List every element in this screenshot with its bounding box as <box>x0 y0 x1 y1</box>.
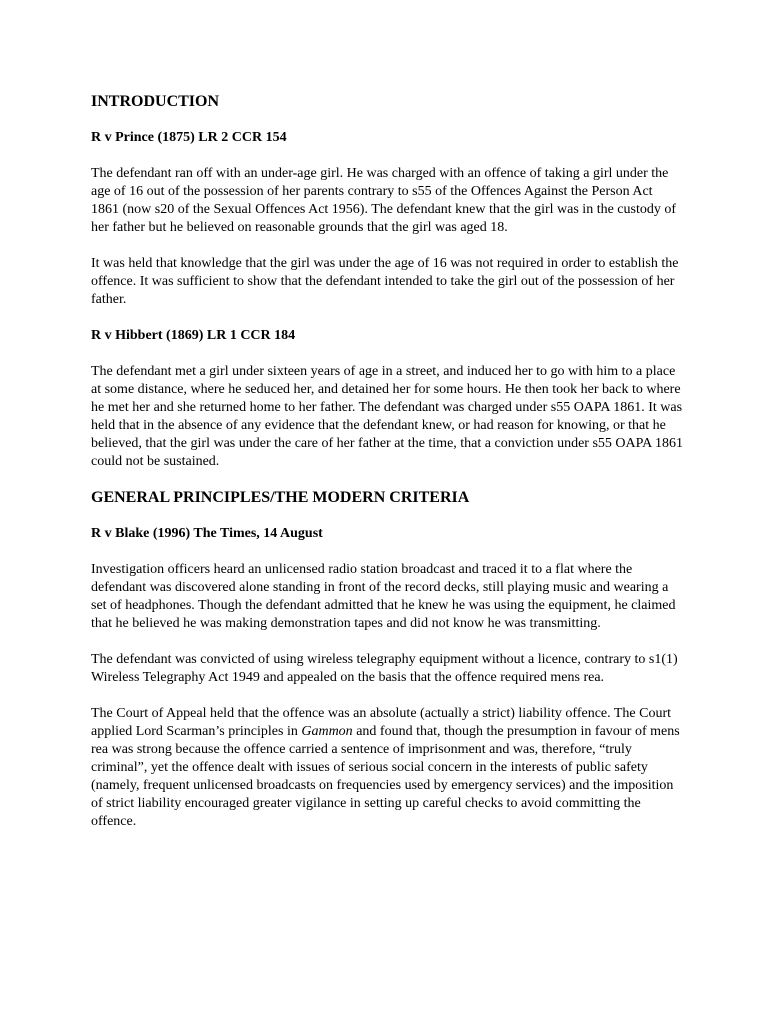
paragraph-prince-holding: It was held that knowledge that the girl was under the age of 16 was not required in order to establish the offence. It was sufficient to show that the defendant intended to take the girl out of the possession of her father. <box>91 256 679 307</box>
paragraph-blake-facts: Investigation officers heard an unlicensed radio station broadcast and traced it to a flat where the defendant was discovered alone standing in front of the record decks, still playing music and wearing a set of headphones. Though the defendant admitted that he knew he was using the equipment, he claimed that he believed he was making demonstration tapes and did not know he was transmitting. <box>91 562 676 631</box>
case-heading-r-v-blake: R v Blake (1996) The Times, 14 August <box>91 526 323 541</box>
paragraph-blake-holding-part-1: The Court of Appeal held that the offence was an absolute (actually a strict) liability offence. The Court applied Lord Scarman’s principles in <box>91 706 672 739</box>
section-heading-introduction: INTRODUCTION <box>91 93 220 110</box>
paragraph-blake-holding-part-2: and found that, though the presumption in favour of mens rea was strong because the offence carried a sentence of imprisonment and was, therefore, “truly criminal”, yet the offence dealt with issues of serious social concern in the interests of public safety (namely, frequent unlicensed broadcasts on frequencies used by emergency services) and the imposition of strict liability encouraged greater vigilance in setting up careful checks to avoid committing the offence. <box>91 724 680 829</box>
paragraph-blake-holding <box>91 705 683 831</box>
case-heading-r-v-prince: R v Prince (1875) LR 2 CCR 154 <box>91 130 287 145</box>
paragraph-hibbert-facts: The defendant met a girl under sixteen years of age in a street, and induced her to go with him to a place at some distance, where he seduced her, and detained her for some hours. He then took her back to where he met her and she returned home to her father. The defendant was charged under s55 OAPA 1861. It was held that in the absence of any evidence that the defendant knew, or had reason for knowing, or that he believed, that the girl was under the care of her father at the time, that a conviction under s55 OAPA 1861 could not be sustained. <box>91 364 683 469</box>
paragraph-prince-facts: The defendant ran off with an under-age girl. He was charged with an offence of taking a girl under the age of 16 out of the possession of her parents contrary to s55 of the Offences Against the Person Act 1861 (now s20 of the Sexual Offences Act 1956). The defendant knew that the girl was in the custody of her father but he believed on reasonable grounds that the girl was aged 18. <box>91 166 677 235</box>
document-page <box>91 92 683 831</box>
paragraph-blake-conviction: The defendant was convicted of using wireless telegraphy equipment without a licence, contrary to s1(1) Wireless Telegraphy Act 1949 and appealed on the basis that the offence required mens rea. <box>91 652 678 685</box>
case-name-gammon: Gammon <box>301 724 353 739</box>
section-heading-general-principles: GENERAL PRINCIPLES/THE MODERN CRITERIA <box>91 489 470 506</box>
case-heading-r-v-hibbert: R v Hibbert (1869) LR 1 CCR 184 <box>91 328 296 343</box>
